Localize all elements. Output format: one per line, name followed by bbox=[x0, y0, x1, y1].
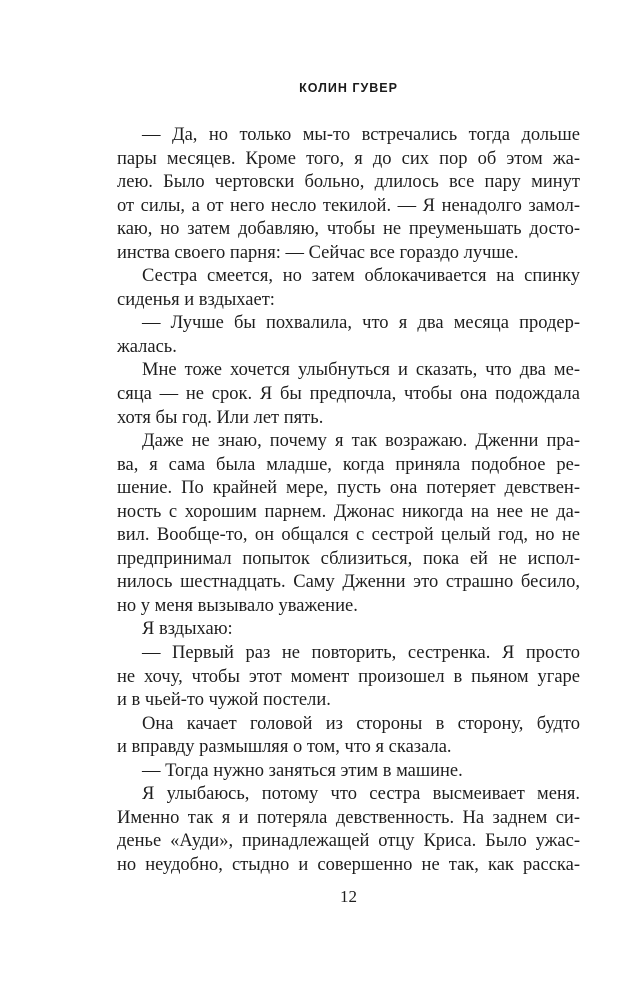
text-line: сяца — не срок. Я бы предпочла, чтобы она подождала bbox=[117, 384, 580, 405]
text-line: каю, но затем добавляю, чтобы не преуменьшать досто- bbox=[117, 219, 580, 240]
text-line: ва, я сама была младше, когда приняла подобное ре- bbox=[117, 454, 580, 475]
text-line: шение. По крайней мере, пусть она потеряет девствен- bbox=[117, 478, 580, 499]
text-line: — Тогда нужно заняться этим в машине. bbox=[142, 760, 463, 781]
text-line: — Первый раз не повторить, сестренка. Я просто bbox=[142, 643, 580, 664]
text-line: лею. Было чертовски больно, длилось все пару минут bbox=[117, 172, 580, 193]
text-line: нилось шестнадцать. Саму Дженни это страшно бесило, bbox=[117, 572, 580, 593]
text-line: Именно так я и потеряла девственность. На заднем си- bbox=[117, 807, 580, 828]
text-line: ность с хорошим парнем. Джонас никогда на нее не да- bbox=[117, 501, 580, 522]
text-line: Мне тоже хочется улыбнуться и сказать, что два ме- bbox=[142, 360, 580, 381]
text-line: предпринимал попыток сблизиться, пока ей не испол- bbox=[117, 548, 580, 569]
text-line: — Да, но только мы-то встречались тогда дольше bbox=[142, 125, 580, 145]
text-line: и в чьей-то чужой постели. bbox=[117, 690, 331, 711]
text-line: Я вздыхаю: bbox=[142, 619, 233, 640]
page-number: 12 bbox=[340, 887, 357, 906]
text-line: от силы, а от него несло текилой. — Я ненадолго замол- bbox=[117, 195, 580, 216]
text-line: и вправду размышляя о том, что я сказала. bbox=[117, 737, 452, 758]
text-line: Она качает головой из стороны в сторону, будто bbox=[142, 713, 580, 734]
text-line: жалась. bbox=[117, 336, 177, 357]
running-header-author: КОЛИН ГУВЕР bbox=[299, 81, 398, 95]
text-line: инства своего парня: — Сейчас все гораздо лучше. bbox=[117, 242, 519, 263]
text-line: вил. Вообще-то, он общался с сестрой целый год, но не bbox=[117, 525, 580, 546]
text-line: Сестра смеется, но затем облокачивается на спинку bbox=[142, 266, 580, 287]
text-line: но у меня вызывало уважение. bbox=[117, 595, 358, 616]
text-line: денье «Ауди», принадлежащей отцу Криса. Было ужас- bbox=[117, 831, 580, 852]
text-line: Даже не знаю, почему я так возражаю. Дженни пра- bbox=[142, 431, 580, 452]
text-line: хотя бы год. Или лет пять. bbox=[117, 407, 324, 428]
text-line: — Лучше бы похвалила, что я два месяца продер- bbox=[142, 313, 580, 334]
text-line: Я улыбаюсь, потому что сестра высмеивает меня. bbox=[142, 784, 580, 805]
text-line: не хочу, чтобы этот момент произошел в пьяном угаре bbox=[117, 666, 580, 687]
body-text-block bbox=[117, 124, 580, 878]
text-line: но неудобно, стыдно и совершенно не так, как расска- bbox=[117, 854, 580, 875]
text-line: сиденья и вздыхает: bbox=[117, 289, 275, 310]
text-line: пары месяцев. Кроме того, я до сих пор об этом жа- bbox=[117, 148, 580, 169]
